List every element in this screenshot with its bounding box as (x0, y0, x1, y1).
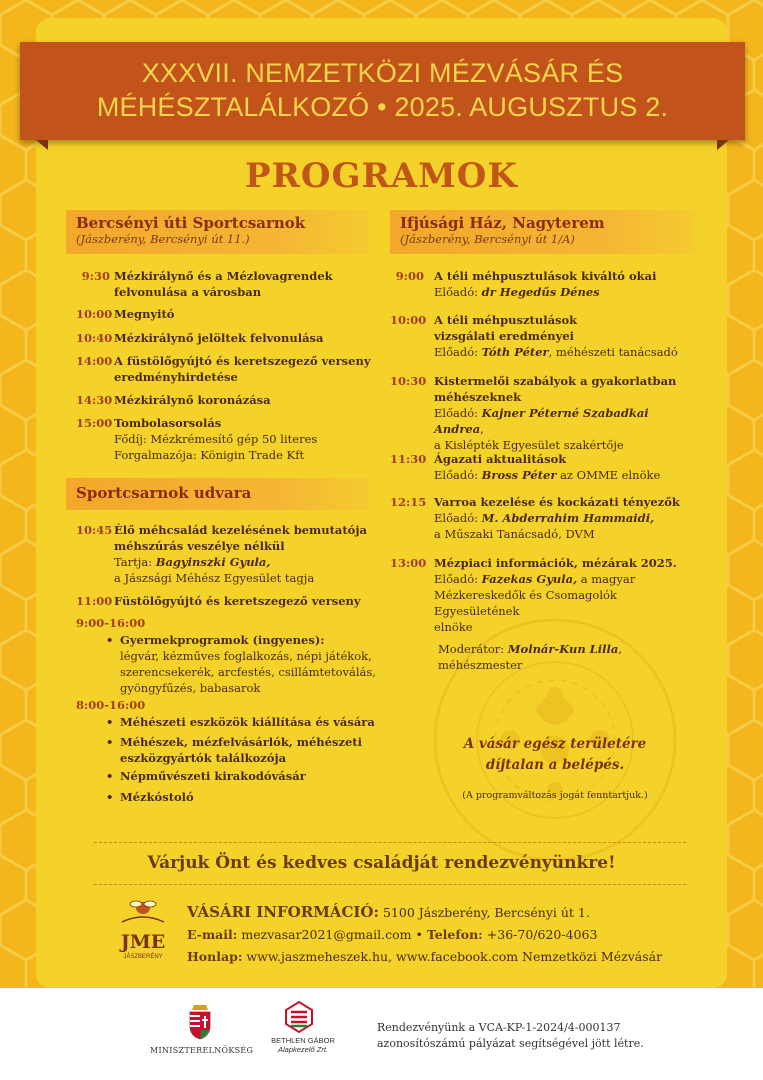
kids-program-detail: gyöngyfűzés, babasarok (120, 681, 261, 695)
title-banner (20, 42, 745, 140)
speaker-label: Előadó: (434, 572, 482, 586)
speaker-label: Előadó: (434, 468, 482, 482)
speaker-label: Előadó: (434, 406, 482, 420)
kids-program-detail: légvár, kézműves foglalkozás, népi játékok, (120, 649, 372, 663)
event-time: 10:30 (390, 374, 427, 388)
speaker-affiliation: elnöke (434, 620, 473, 634)
funding-line: Rendezvényünk a VCA-KP-1-2024/4-000137 (377, 1021, 621, 1034)
banner-fold-left (36, 140, 48, 150)
divider (94, 884, 686, 885)
list-item (120, 734, 380, 766)
free-entry-line: A vásár egész területére (463, 736, 647, 752)
speaker-affiliation: a Műszaki Tanácsadó, DVM (434, 527, 595, 541)
speaker-affiliation: Mézkereskedők és Csomagolók Egyesületének (434, 588, 617, 618)
jme-logo-city: JÁSZBERÉNY (123, 954, 163, 960)
hungarian-coat-of-arms-icon (187, 1002, 213, 1040)
moderator-name: Molnár-Kun Lilla (507, 642, 619, 656)
fair-info-web (187, 949, 662, 964)
event-title: Megnyitó (114, 307, 175, 321)
time-range: 8:00-16:00 (76, 698, 146, 712)
event-title: Mézpiaci információk, mézárak 2025. (434, 556, 677, 570)
host-affiliation: a Jászsági Méhész Egyesület tagja (114, 571, 315, 585)
event-title: Varroa kezelése és kockázati tényezők (434, 495, 680, 509)
list-item (120, 714, 380, 730)
speaker-name: Bross Péter (481, 468, 557, 482)
speaker-label: Előadó: (434, 511, 482, 525)
kids-program-detail: szerencsekerék, arcfestés, csillámtetoválás, (120, 665, 376, 679)
event-title: Élő méhcsalád kezelésének bemutatója (114, 523, 367, 537)
phone-label: Telefon: (426, 927, 483, 942)
speaker-name: M. Abderrahim Hammaidi, (481, 511, 655, 525)
speaker-name: Tóth Péter (481, 345, 549, 359)
fair-info-contact (187, 927, 597, 942)
moderator-punct: , (618, 642, 622, 656)
speaker-label: Előadó: (434, 285, 482, 299)
jme-logo-letters: JME (120, 931, 166, 953)
event-title: méhszúrás veszélye nélkül (114, 539, 285, 553)
speaker-role: az OMME elnöke (556, 468, 661, 482)
event-title: Kistermelői szabályok a gyakorlatban (434, 374, 677, 388)
list-item-title: Méhészeti eszközök kiállítása és vására (120, 715, 375, 729)
email-link[interactable]: mezvasar2021@gmail.com (237, 927, 412, 942)
list-item-title: eszközgyártók találkozója (120, 751, 287, 765)
event-time: 10:40 (76, 331, 113, 345)
banner-title-line1: XXXVII. NEMZETKÖZI MÉZVÁSÁR ÉS (141, 58, 624, 88)
ministry-label: MINISZTERELNÖKSÉG (150, 1046, 254, 1055)
sponsor-footer (0, 988, 763, 1080)
speaker-role: , méhészeti tanácsadó (548, 345, 678, 359)
jme-logo (112, 894, 174, 964)
list-item (120, 632, 380, 696)
speaker-name: Kajner Péterné Szabadkai Andrea (434, 406, 649, 436)
section-address: (Jászberény, Bercsényi út 11.) (76, 232, 250, 246)
time-range: 9:00-16:00 (76, 616, 146, 630)
speaker-name: Fazekas Gyula, (481, 572, 578, 586)
list-item (120, 768, 380, 784)
list-item-title: Mézkóstoló (120, 790, 194, 804)
welcome-message: Várjuk Önt és kedves családját rendezvényünkre! (147, 853, 616, 873)
phone-number[interactable]: +36-70/620-4063 (482, 927, 598, 942)
section-name: Bercsényi úti Sportcsarnok (76, 214, 306, 232)
event-title: méhészeknek (434, 390, 522, 404)
speaker-affiliation: a Kislépték Egyesület szakértője (434, 438, 624, 452)
event-time: 15:00 (76, 416, 113, 430)
speaker-name: dr Hegedűs Dénes (481, 285, 600, 299)
free-entry-notice (420, 734, 690, 776)
event-time: 10:45 (76, 523, 113, 537)
event-time: 12:15 (390, 495, 427, 509)
web-label: Honlap: (187, 949, 243, 964)
list-item-title: Népművészeti kirakodóvásár (120, 769, 306, 783)
event-time: 9:30 (81, 269, 110, 283)
moderator-label: Moderátor: (438, 642, 508, 656)
email-label: E-mail: (187, 927, 238, 942)
event-title: Ágazati aktualitások (434, 452, 567, 466)
section-header-sportcsarnok (66, 210, 368, 254)
moderator-role: méhészmester (438, 658, 523, 672)
event-detail: Fődíj: Mézkrémesítő gép 50 literes (114, 432, 318, 446)
speaker-role: a magyar (577, 572, 636, 586)
funding-statement (377, 1020, 644, 1052)
fair-info-address (187, 903, 590, 921)
free-entry-line: díjtalan a belépés. (485, 757, 625, 773)
bethlen-gabor-logo-icon (284, 1000, 314, 1034)
speaker-label: Előadó: (434, 345, 482, 359)
event-title: A füstölőgyújtó és keretszegező verseny (114, 354, 371, 368)
event-title: A téli méhpusztulások (434, 313, 578, 327)
section-address: (Jászberény, Bercsényi út 1/A) (400, 232, 575, 246)
event-title: vizsgálati eredményei (434, 329, 574, 343)
event-title: felvonulása a városban (114, 285, 262, 299)
section-header-udvar (66, 478, 368, 510)
page-title: PROGRAMOK (245, 156, 518, 196)
speaker-role: , (480, 422, 484, 436)
event-time: 9:00 (395, 269, 424, 283)
event-time: 14:30 (76, 393, 113, 407)
bethlen-gabor-label (268, 1036, 338, 1054)
event-title: A téli méhpusztulások kiváltó okai (434, 269, 657, 283)
list-item-title: Méhészek, mézfelvásárlók, méhészeti (120, 735, 362, 749)
kids-program-title: Gyermekprogramok (ingyenes): (120, 633, 325, 647)
host-name: Bagyinszki Gyula, (155, 555, 271, 569)
event-title: Mézkirálynő koronázása (114, 393, 271, 407)
divider (94, 842, 686, 843)
event-time: 11:00 (76, 594, 113, 608)
event-time: 13:00 (390, 556, 427, 570)
event-time: 14:00 (76, 354, 113, 368)
moderator (438, 641, 698, 673)
section-name: Sportcsarnok udvara (76, 484, 252, 502)
info-heading: VÁSÁRI INFORMÁCIÓ: (187, 903, 379, 921)
section-name: Ifjúsági Ház, Nagyterem (400, 214, 605, 232)
change-notice: (A programváltozás jogát fenntartjuk.) (462, 790, 648, 801)
list-item (120, 789, 380, 805)
funding-line: azonosítószámú pályázat segítségével jött létre. (377, 1037, 644, 1050)
event-title: Tombolasorsolás (114, 416, 222, 430)
event-title: Füstölőgyújtó és keretszegező verseny (114, 594, 361, 608)
banner-fold-right (717, 140, 729, 150)
event-detail: Forgalmazója: Königin Trade Kft (114, 448, 305, 462)
event-title: eredményhirdetése (114, 370, 238, 384)
event-title: Mézkirálynő és a Mézlovagrendek (114, 269, 333, 283)
event-time: 10:00 (390, 313, 427, 327)
section-header-ifjusagi-haz (390, 210, 695, 254)
event-time: 11:30 (390, 452, 427, 466)
event-title: Mézkirálynő jelöltek felvonulása (114, 331, 324, 345)
bethlen-gabor-subtitle: Alapkezelő Zrt. (277, 1045, 329, 1054)
website-links[interactable]: www.jaszmeheszek.hu, www.facebook.com Nemzetközi Mézvásár (242, 949, 663, 964)
host-label: Tartja: (114, 555, 156, 569)
bethlen-gabor-name: BETHLEN GÁBOR (271, 1036, 335, 1045)
banner-title-line2: MÉHÉSZTALÁLKOZÓ • 2025. AUGUSZTUS 2. (96, 92, 669, 122)
separator: • (411, 927, 427, 942)
event-time: 10:00 (76, 307, 113, 321)
info-address: 5100 Jászberény, Bercsényi út 1. (379, 905, 590, 920)
